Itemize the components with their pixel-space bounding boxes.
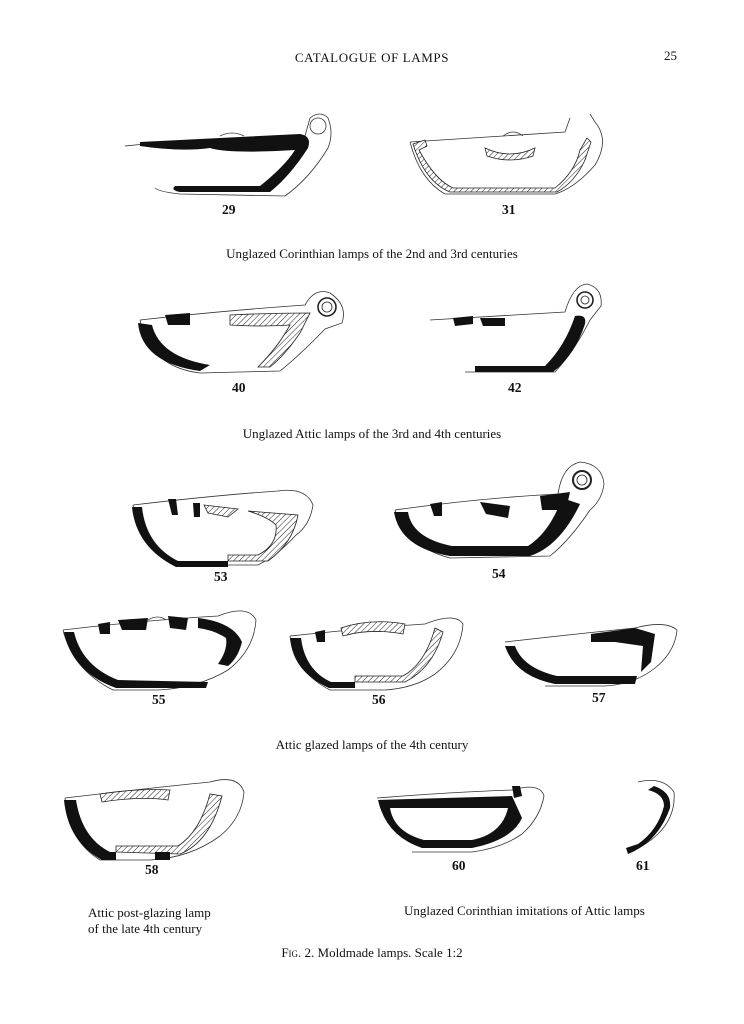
figure-caption <box>0 945 744 961</box>
lamp-61-profile <box>618 772 688 857</box>
figure-number: 53 <box>214 569 228 584</box>
lamp-57-profile <box>495 612 685 692</box>
figure-number: 40 <box>232 380 246 395</box>
running-title: CATALOGUE OF LAMPS <box>294 50 450 65</box>
caption-group-5: Unglazed Corinthian imitations of Attic lamps <box>404 903 645 918</box>
lamp-55-profile <box>58 600 268 692</box>
lamp-42-profile <box>425 280 610 380</box>
figure-number: 58 <box>145 862 159 877</box>
figure-caption-text: 2. Moldmade lamps. Scale 1:2 <box>304 945 463 960</box>
lamp-40-profile <box>130 285 355 380</box>
page-number: 25 <box>664 48 677 63</box>
figure-number: 42 <box>508 380 522 395</box>
lamp-56-profile <box>285 606 470 694</box>
figure-label: Fig. <box>281 945 302 960</box>
caption-group-2: Unglazed Attic lamps of the 3rd and 4th centuries <box>242 426 502 441</box>
lamp-58-profile <box>60 772 250 864</box>
lamp-60-profile <box>372 778 552 858</box>
figure-number: 61 <box>636 858 650 873</box>
figure-number: 54 <box>492 566 506 581</box>
figure-number: 55 <box>152 692 166 707</box>
lamp-29-profile <box>120 108 340 203</box>
figure-number: 31 <box>502 202 516 217</box>
figure-number: 57 <box>592 690 606 705</box>
lamp-53-profile <box>128 485 323 570</box>
lamp-54-profile <box>390 460 615 565</box>
figure-number: 60 <box>452 858 466 873</box>
lamp-31-profile <box>405 110 620 202</box>
figure-number: 29 <box>222 202 236 217</box>
figure-number: 56 <box>372 692 386 707</box>
caption-group-4-line-2: of the late 4th century <box>88 921 203 936</box>
caption-group-4 <box>88 905 211 937</box>
caption-group-1: Unglazed Corinthian lamps of the 2nd and 3rd centuries <box>226 246 518 261</box>
caption-group-4-line-1: Attic post-glazing lamp <box>88 905 211 920</box>
caption-group-3: Attic glazed lamps of the 4th century <box>275 737 469 752</box>
